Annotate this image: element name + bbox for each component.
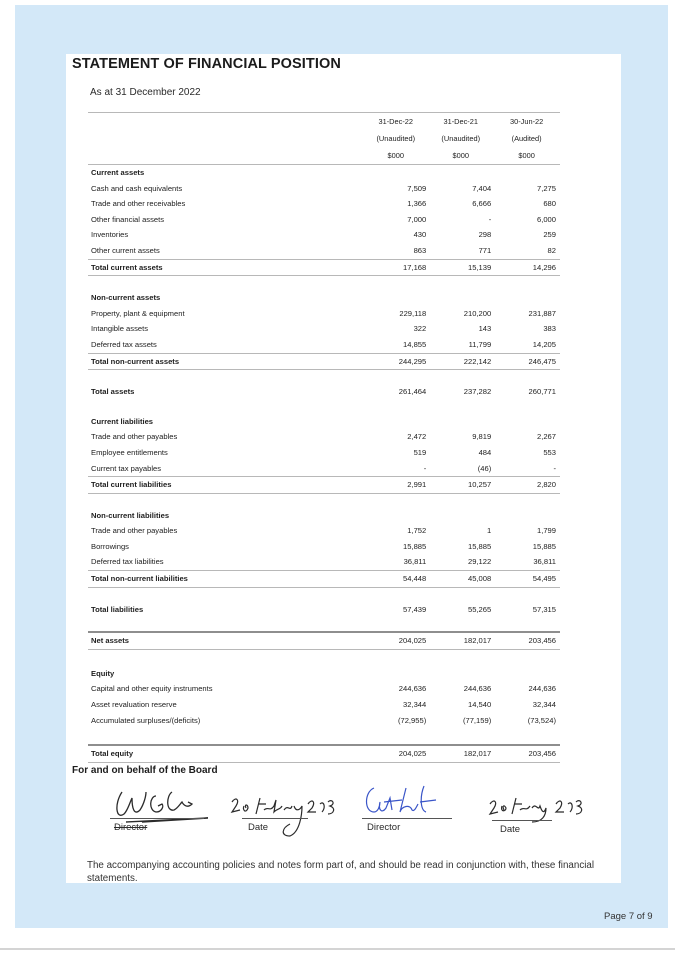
section-heading: Equity: [91, 668, 115, 678]
director-1-caption: Director: [114, 822, 148, 833]
table-row: Cash and cash equivalents 7,509 7,404 7,275: [91, 183, 556, 193]
total-row: Total current liabilities 2,991 10,257 2,820: [88, 477, 560, 494]
col-status: (Unaudited): [441, 134, 481, 143]
total-row: Total current assets 17,168 15,139 14,296: [88, 259, 560, 276]
director-1-signature: [112, 784, 212, 826]
footnote: The accompanying accounting policies and notes form part of, and should be read in conjunction with, these financial statements.: [87, 860, 595, 884]
table-row: Deferred tax liabilities 36,811 29,122 36,811: [91, 557, 556, 567]
col-unit: $000: [363, 147, 428, 165]
col-date: 30-Jun-22: [493, 113, 560, 131]
table-row: Intangible assets 322 143 383: [91, 324, 556, 334]
director-2-signature: [362, 782, 452, 822]
signature-line: [492, 820, 552, 821]
table-row: Borrowings 15,885 15,885 15,885: [91, 541, 556, 551]
date-1-handwriting: [228, 792, 348, 842]
signature-line: [362, 818, 452, 819]
page-separator: [0, 948, 675, 950]
table-row: Capital and other equity instruments 244,636 244,636 244,636: [91, 684, 556, 694]
section-heading: Non-current liabilities: [91, 510, 170, 520]
document-sheet: [66, 54, 621, 883]
section-heading: Non-current assets: [91, 293, 161, 303]
page-number: Page 7 of 9: [604, 911, 653, 922]
header-row-status: [88, 130, 560, 147]
date-2-caption: Date: [500, 824, 521, 835]
table-row: Deferred tax assets 14,855 11,799 14,205: [91, 339, 556, 349]
table-row: Trade and other payables 2,472 9,819 2,267: [91, 432, 556, 442]
col-status: (Unaudited): [376, 134, 416, 143]
date-1-caption: Date: [248, 822, 269, 833]
col-unit: $000: [493, 147, 560, 165]
total-row: Total non-current liabilities 54,448 45,008 54,495: [88, 571, 560, 588]
board-signoff-heading: For and on behalf of the Board: [72, 765, 218, 776]
table-row: Employee entitlements 519 484 553: [91, 447, 556, 457]
table-row: Trade and other payables 1,752 1 1,799: [91, 526, 556, 536]
table-row: Property, plant & equipment 229,118 210,200 231,887: [91, 308, 556, 318]
signature-block: [66, 782, 621, 848]
total-assets-row: Total assets 261,464 237,282 260,771: [91, 387, 556, 397]
table-row: Other financial assets 7,000 - 6,000: [91, 214, 556, 224]
page-title: STATEMENT OF FINANCIAL POSITION: [72, 56, 341, 72]
col-date: 31-Dec-22: [363, 113, 428, 131]
total-liabilities-row: Total liabilities 57,439 55,265 57,315: [91, 604, 556, 614]
table-row: Trade and other receivables 1,366 6,666 680: [91, 199, 556, 209]
page-subtitle: As at 31 December 2022: [90, 87, 201, 98]
signature-line: [110, 818, 204, 819]
financial-position-table: [88, 112, 560, 763]
col-status: (Audited): [511, 134, 542, 143]
section-heading: Current assets: [91, 168, 145, 177]
table-row: Inventories 430 298 259: [91, 230, 556, 240]
col-unit: $000: [428, 147, 493, 165]
col-date: 31-Dec-21: [428, 113, 493, 131]
total-row: Total non-current assets 244,295 222,142 246,475: [88, 353, 560, 370]
table-row: Current tax payables - (46) -: [91, 463, 556, 473]
table-row: Accumulated surpluses/(deficits) (72,955) (77,159) (73,524): [91, 715, 556, 725]
director-2-caption: Director: [367, 822, 401, 833]
table-row: Asset revaluation reserve 32,344 14,540 32,344: [91, 700, 556, 710]
table-row: Other current assets 863 771 82: [91, 245, 556, 255]
net-assets-row: Net assets 204,025 182,017 203,456: [88, 632, 560, 649]
header-row-dates: [88, 113, 560, 131]
header-row-unit: [88, 147, 560, 165]
section-heading: Current liabilities: [91, 416, 154, 426]
signature-line: [242, 818, 308, 819]
total-equity-row: Total equity 204,025 182,017 203,456: [88, 745, 560, 762]
